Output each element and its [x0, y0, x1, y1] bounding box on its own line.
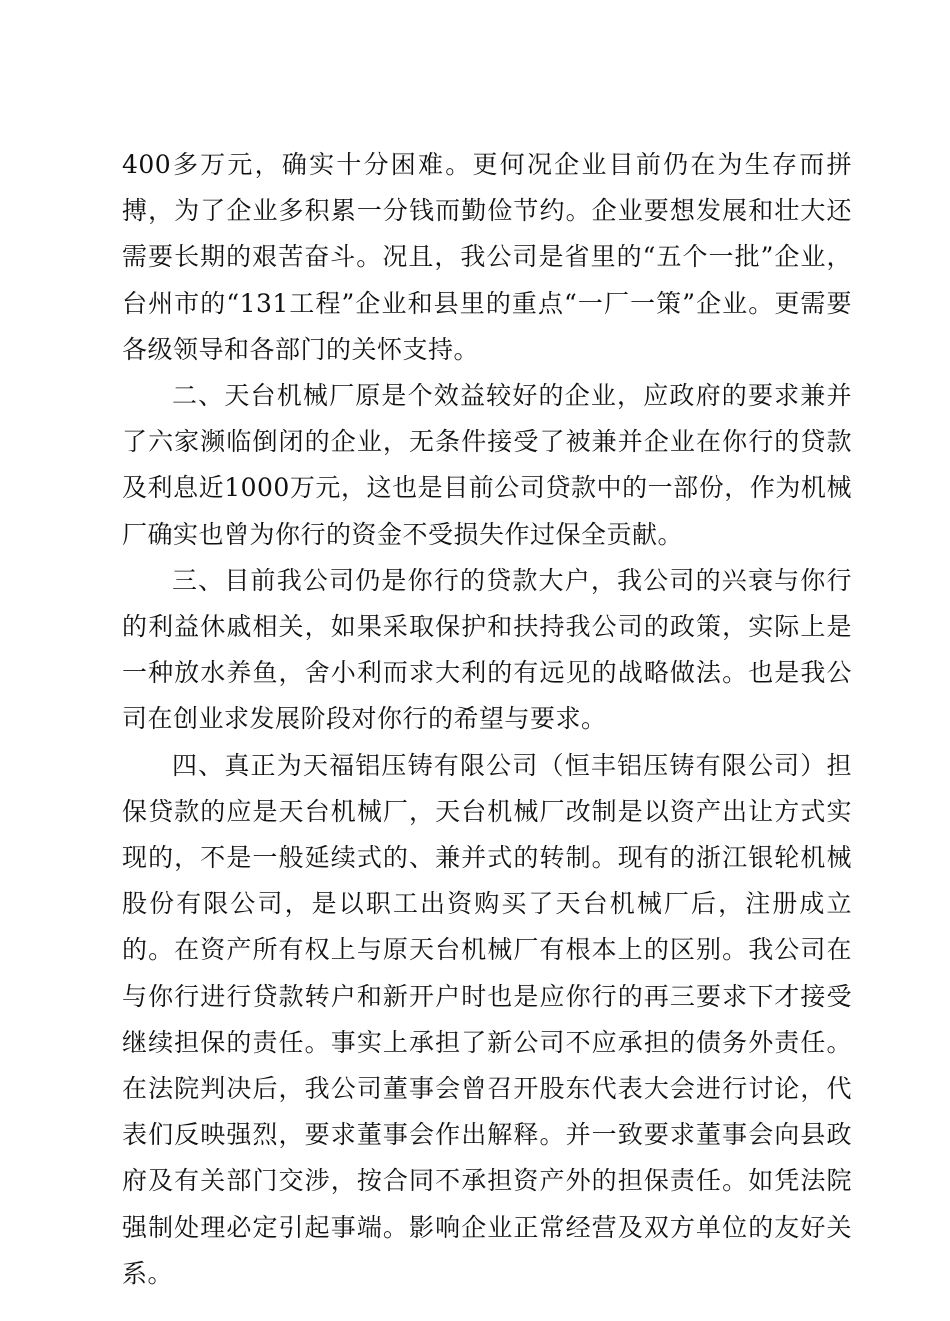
paragraph-3: 三、目前我公司仍是你行的贷款大户，我公司的兴衰与你行的利益休戚相关，如果采取保护和扶持我公司的政策，实际上是一种放水养鱼，舍小利而求大利的有远见的战略做法。也是我公司在创业求发展阶段对你行的希望与要求。 [122, 565, 852, 734]
document-body [122, 142, 852, 1297]
paragraph-2: 二、天台机械厂原是个效益较好的企业，应政府的要求兼并了六家濒临倒闭的企业，无条件接受了被兼并企业在你行的贷款及利息近1000万元，这也是目前公司贷款中的一部份，作为机械厂确实也曾为你行的资金不受损失作过保全贡献。 [122, 381, 852, 549]
paragraph-4: 四、真正为天福铝压铸有限公司（恒丰铝压铸有限公司）担保贷款的应是天台机械厂，天台机械厂改制是以资产出让方式实现的，不是一般延续式的、兼并式的转制。现有的浙江银轮机械股份有限公司，是以职工出资购买了天台机械厂后，注册成立的。在资产所有权上与原天台机械厂有根本上的区别。我公司在与你行进行贷款转户和新开户时也是应你行的再三要求下才接受继续担保的责任。事实上承担了新公司不应承担的债务外责任。在法院判决后，我公司董事会曾召开股东代表大会进行讨论，代表们反映强烈，要求董事会作出解释。并一致要求董事会向县政府及有关部门交涉，按合同不承担资产外的担保责任。如凭法院强制处理必定引起事端。影响企业正常经营及双方单位的友好关系。 [122, 750, 852, 1288]
paragraph-1: 400多万元，确实十分困难。更何况企业目前仍在为生存而拼搏，为了企业多积累一分钱而勤俭节约。企业要想发展和壮大还需要长期的艰苦奋斗。况且，我公司是省里的“五个一批”企业，台州市的“131工程”企业和县里的重点“一厂一策”企业。更需要各级领导和各部门的关怀支持。 [122, 150, 852, 364]
